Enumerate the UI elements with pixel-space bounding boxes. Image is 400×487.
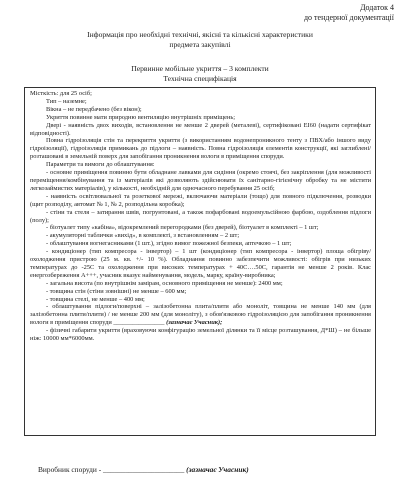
- spec-height: - загальна висота (по внутрішнім замірам, основного приміщення не менше): 2400 мм;: [46, 279, 283, 287]
- spec-walls-ceiling: - стіни та стеля – затирання швів, погрунтовані, а також пофарбовані водоемульсійною фарбою, оздоблення підлоги (полу);: [30, 208, 371, 224]
- spec-waterproofing: Повна гідроізоляція стін та перекриття укриття (з використанням водонепроникного тенту з ПВХ/або іншого виду гідроізоляції), гідроізоляція примикань до підлоги – наявність. Повна гідроізоляція елементів конструкції, які заглиблені/розташовані в земельній поверх для запобігання проникнення вологи в приміщення споруди.: [30, 137, 371, 161]
- spec-capacity: Місткість: для 25 осіб;: [30, 90, 92, 97]
- spec-ceiling-thickness: - товщина стелі, не менше – 400 мм;: [46, 295, 145, 303]
- spec-biotoilet: - біотуалет типу «кабіна», відокремлений перегородками (без дверей), біотуалет в комплекті – 1 шт;: [46, 224, 319, 232]
- spec-exit-signs: - акумуляторні таблички «вихід», в комплекті, з встановленням – 2 шт;: [46, 232, 240, 240]
- spec-electrical: - наявність освітлювальної та розеткової мережі, включаючи матеріали (тощо) для повного підключення, розводки (щит розподілу, автомат № 1, № 2, розподільна коробка);: [30, 192, 371, 208]
- spec-dimensions: - фізичні габарити укриття (враховуючи конфігурацію земельної ділянки та її місце розташування, Д*Ш) – не більше ніж: 10000 мм*6000мм.: [30, 327, 371, 343]
- document-subtitle: [0, 64, 400, 83]
- title-line-2: предмета закупівлі: [169, 39, 231, 49]
- manufacturer-note: (зазначає Учасник): [184, 465, 249, 474]
- spec-fire-extinguisher: - облаштування вогнегасниками (1 шт.), згідно вимог пожежної безпеки, аптечкою – 1 шт;: [46, 240, 292, 248]
- subtitle-spec: Технічна специфікація: [163, 73, 237, 83]
- spec-floor-note: (зазначає Учасник);: [166, 319, 223, 327]
- spec-requirements-heading: Параметри та вимоги до облаштування:: [46, 161, 155, 169]
- spec-benches: - основне приміщення повинно бути обладнане лавками для сидіння (окремо стоячі, без закріплення (для можливості переміщення/комбінування та із матеріалів які дозволяють здійснювати їх санітарно-гігієнічну обробку та не містити легкозаймистих матеріалів), у кількості, необхідній для одночасного перебування 25 осіб;: [30, 169, 371, 192]
- title-line-1: Інформація про необхідні технічні, якісні та кількісні характеристики: [87, 30, 313, 39]
- spec-wall-thickness: - товщина стін (стіни зовнішні) не менше – 600 мм;: [46, 287, 187, 295]
- document-title: [0, 30, 400, 49]
- annex-number: Додаток 4: [360, 3, 394, 12]
- spec-floor-blank: ________________: [113, 319, 165, 327]
- subtitle-product: Первинне мобільне укриття – 3 комплекти: [131, 64, 269, 73]
- manufacturer-signature: [38, 465, 249, 474]
- manufacturer-label: Виробник споруди -: [38, 465, 104, 474]
- spec-doors: Двері - наявність двох виходів, встановлення не менше 2 дверей (металеві), сертифіковані ЕІ60 (надати сертифікат відповідності).: [30, 121, 371, 137]
- annex-label: [304, 3, 394, 23]
- spec-air-conditioner: - кондиціонер (тип компресора - інвертор) – 1 шт (кондиціонер (тип компресора - інвертор) площа обігріву/охолодження пристрою (25 м. кв. +/- 10 %). Обладнання повинно забезпечити можливості: обігрів при низьких температурах до -25С та охолодження при високих температурах + 40С….50С, гарантія не менше 2 років. Клас енергозбереження А+++, учасник вказує найменування, модель, марку, країну-виробника;: [30, 248, 371, 279]
- spec-ventilation: Укриття повинне мати природню вентиляцію внутрішніх приміщень;: [46, 113, 236, 121]
- spec-floor-text: - облаштування підлоги/поверхні – залізобетонна плита/плити або моноліт, товщина не менше 140 мм (для залізобетонна плити/плити) / не менше 200 мм (для моноліту), з обов'язковою гідроізоляцією для запобігання проникнення вологи в приміщення споруди: [30, 303, 371, 327]
- spec-windows: Вікна – не передбачено (без вікон);: [46, 105, 142, 113]
- annex-reference: до тендерної документації: [303, 13, 394, 22]
- spec-floor: [30, 303, 371, 327]
- specification-box: [24, 87, 376, 436]
- manufacturer-blank: ______________________: [103, 465, 185, 474]
- spec-type: Тип – наземне;: [46, 97, 87, 105]
